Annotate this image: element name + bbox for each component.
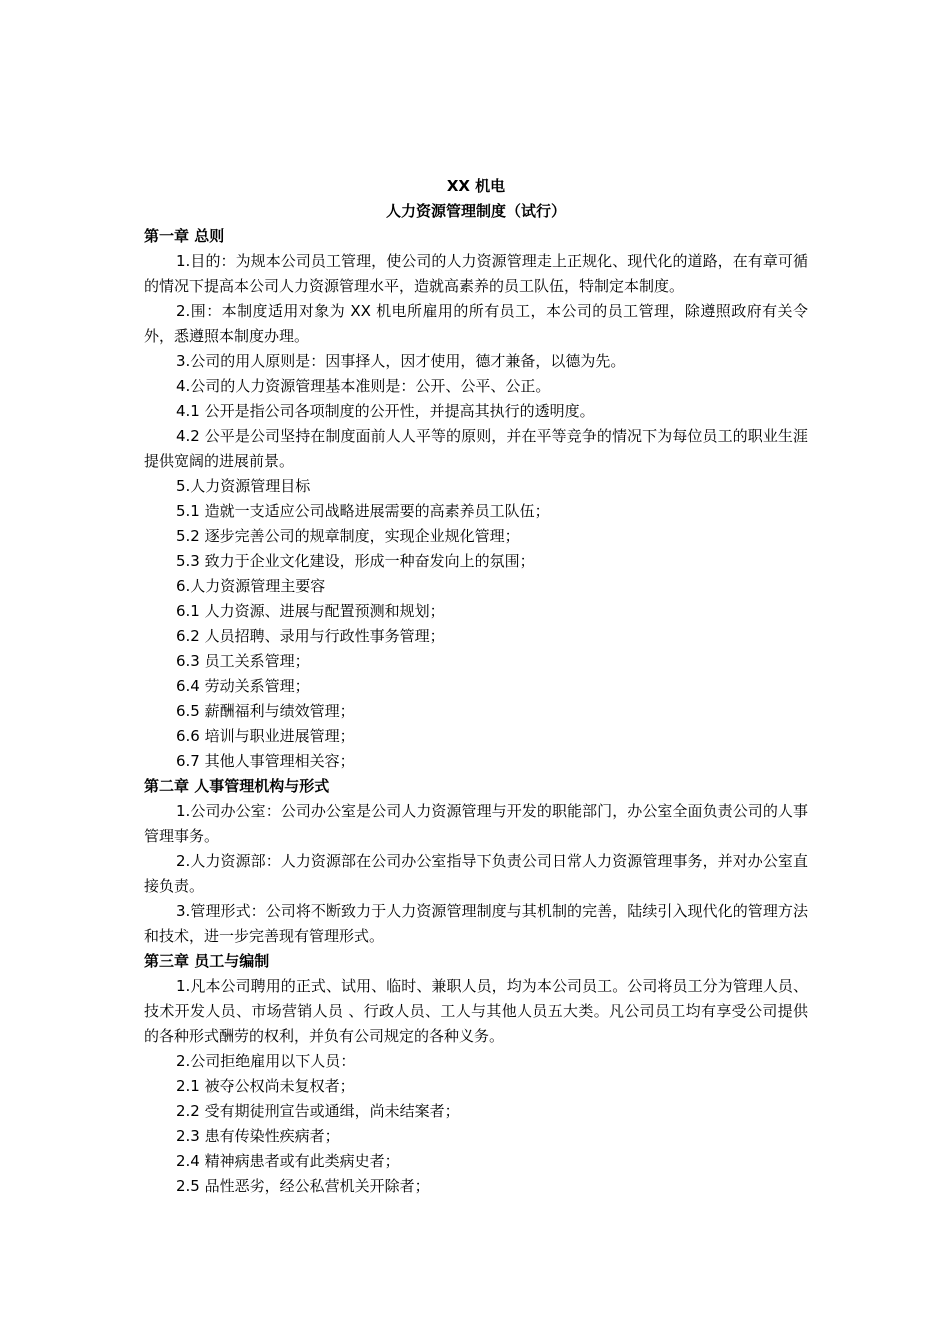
chapter-heading: 第二章 人事管理机构与形式 <box>144 777 330 795</box>
paragraph: 5.人力资源管理目标 <box>176 477 311 495</box>
paragraph: 6.5 薪酬福利与绩效管理； <box>176 702 355 720</box>
paragraph: 5.1 造就一支适应公司战略进展需要的高素养员工队伍； <box>176 502 550 520</box>
paragraph: 2.4 精神病患者或有此类病史者； <box>176 1152 400 1170</box>
paragraph: 6.2 人员招聘、录用与行政性事务管理； <box>176 627 445 645</box>
paragraph: 2.2 受有期徒刑宣告或通缉，尚未结案者； <box>176 1102 460 1120</box>
paragraph: 2.1 被夺公权尚未复权者； <box>176 1077 355 1095</box>
paragraph: 6.6 培训与职业进展管理； <box>176 727 355 745</box>
paragraph: 1.目的：为规本公司员工管理，使公司的人力资源管理走上正规化、现代化的道路，在有章可循的情况下提高本公司人力资源管理水平，造就高素养的员工队伍，特制定本制度。 <box>144 252 808 295</box>
paragraph: 6.人力资源管理主要容 <box>176 577 326 595</box>
paragraph: 1.凡本公司聘用的正式、试用、临时、兼职人员，均为本公司员工。公司将员工分为管理人员、技术开发人员、市场营销人员 、行政人员、工人与其他人员五大类。凡公司员工均有享受公司提供的各种形式酬劳的权利，并负有公司规定的各种义务。 <box>144 977 808 1045</box>
paragraph: 6.3 员工关系管理； <box>176 652 310 670</box>
paragraph: 4.2 公平是公司坚持在制度面前人人平等的原则，并在平等竞争的情况下为每位员工的职业生涯提供宽阔的进展前景。 <box>144 427 808 470</box>
paragraph: 5.2 逐步完善公司的规章制度，实现企业规化管理； <box>176 527 520 545</box>
paragraph: 6.7 其他人事管理相关容； <box>176 752 355 770</box>
document-title: 人力资源管理制度（试行） <box>385 202 566 220</box>
paragraph: 2.人力资源部：人力资源部在公司办公室指导下负责公司日常人力资源管理事务，并对办公室直接负责。 <box>144 852 808 895</box>
paragraph: 2.3 患有传染性疾病者； <box>176 1127 340 1145</box>
paragraph: 4.1 公开是指公司各项制度的公开性，并提高其执行的透明度。 <box>176 402 595 420</box>
paragraph: 1.公司办公室：公司办公室是公司人力资源管理与开发的职能部门，办公室全面负责公司的人事管理事务。 <box>144 802 808 845</box>
paragraph: 6.4 劳动关系管理； <box>176 677 310 695</box>
paragraph: 2.5 品性恶劣，经公私营机关开除者； <box>176 1177 430 1195</box>
paragraph: 2.公司拒绝雇用以下人员： <box>176 1052 356 1070</box>
paragraph: 5.3 致力于企业文化建设，形成一种奋发向上的氛围； <box>176 552 535 570</box>
chapter-heading: 第一章 总则 <box>144 227 225 245</box>
paragraph: 2.围：本制度适用对象为 XX 机电所雇用的所有员工，本公司的员工管理，除遵照政府有关令外，悉遵照本制度办理。 <box>144 302 808 345</box>
document-page <box>144 174 808 1199</box>
paragraph: 4.公司的人力资源管理基本准则是：公开、公平、公正。 <box>176 377 551 395</box>
chapter-heading: 第三章 员工与编制 <box>144 952 270 970</box>
company-name: XX 机电 <box>446 177 506 195</box>
chapters-container <box>144 224 808 1199</box>
paragraph: 3.管理形式：公司将不断致力于人力资源管理制度与其机制的完善，陆续引入现代化的管理方法和技术，进一步完善现有管理形式。 <box>144 902 808 945</box>
paragraph: 3.公司的用人原则是：因事择人，因才使用，德才兼备，以德为先。 <box>176 352 626 370</box>
paragraph: 6.1 人力资源、进展与配置预测和规划； <box>176 602 445 620</box>
